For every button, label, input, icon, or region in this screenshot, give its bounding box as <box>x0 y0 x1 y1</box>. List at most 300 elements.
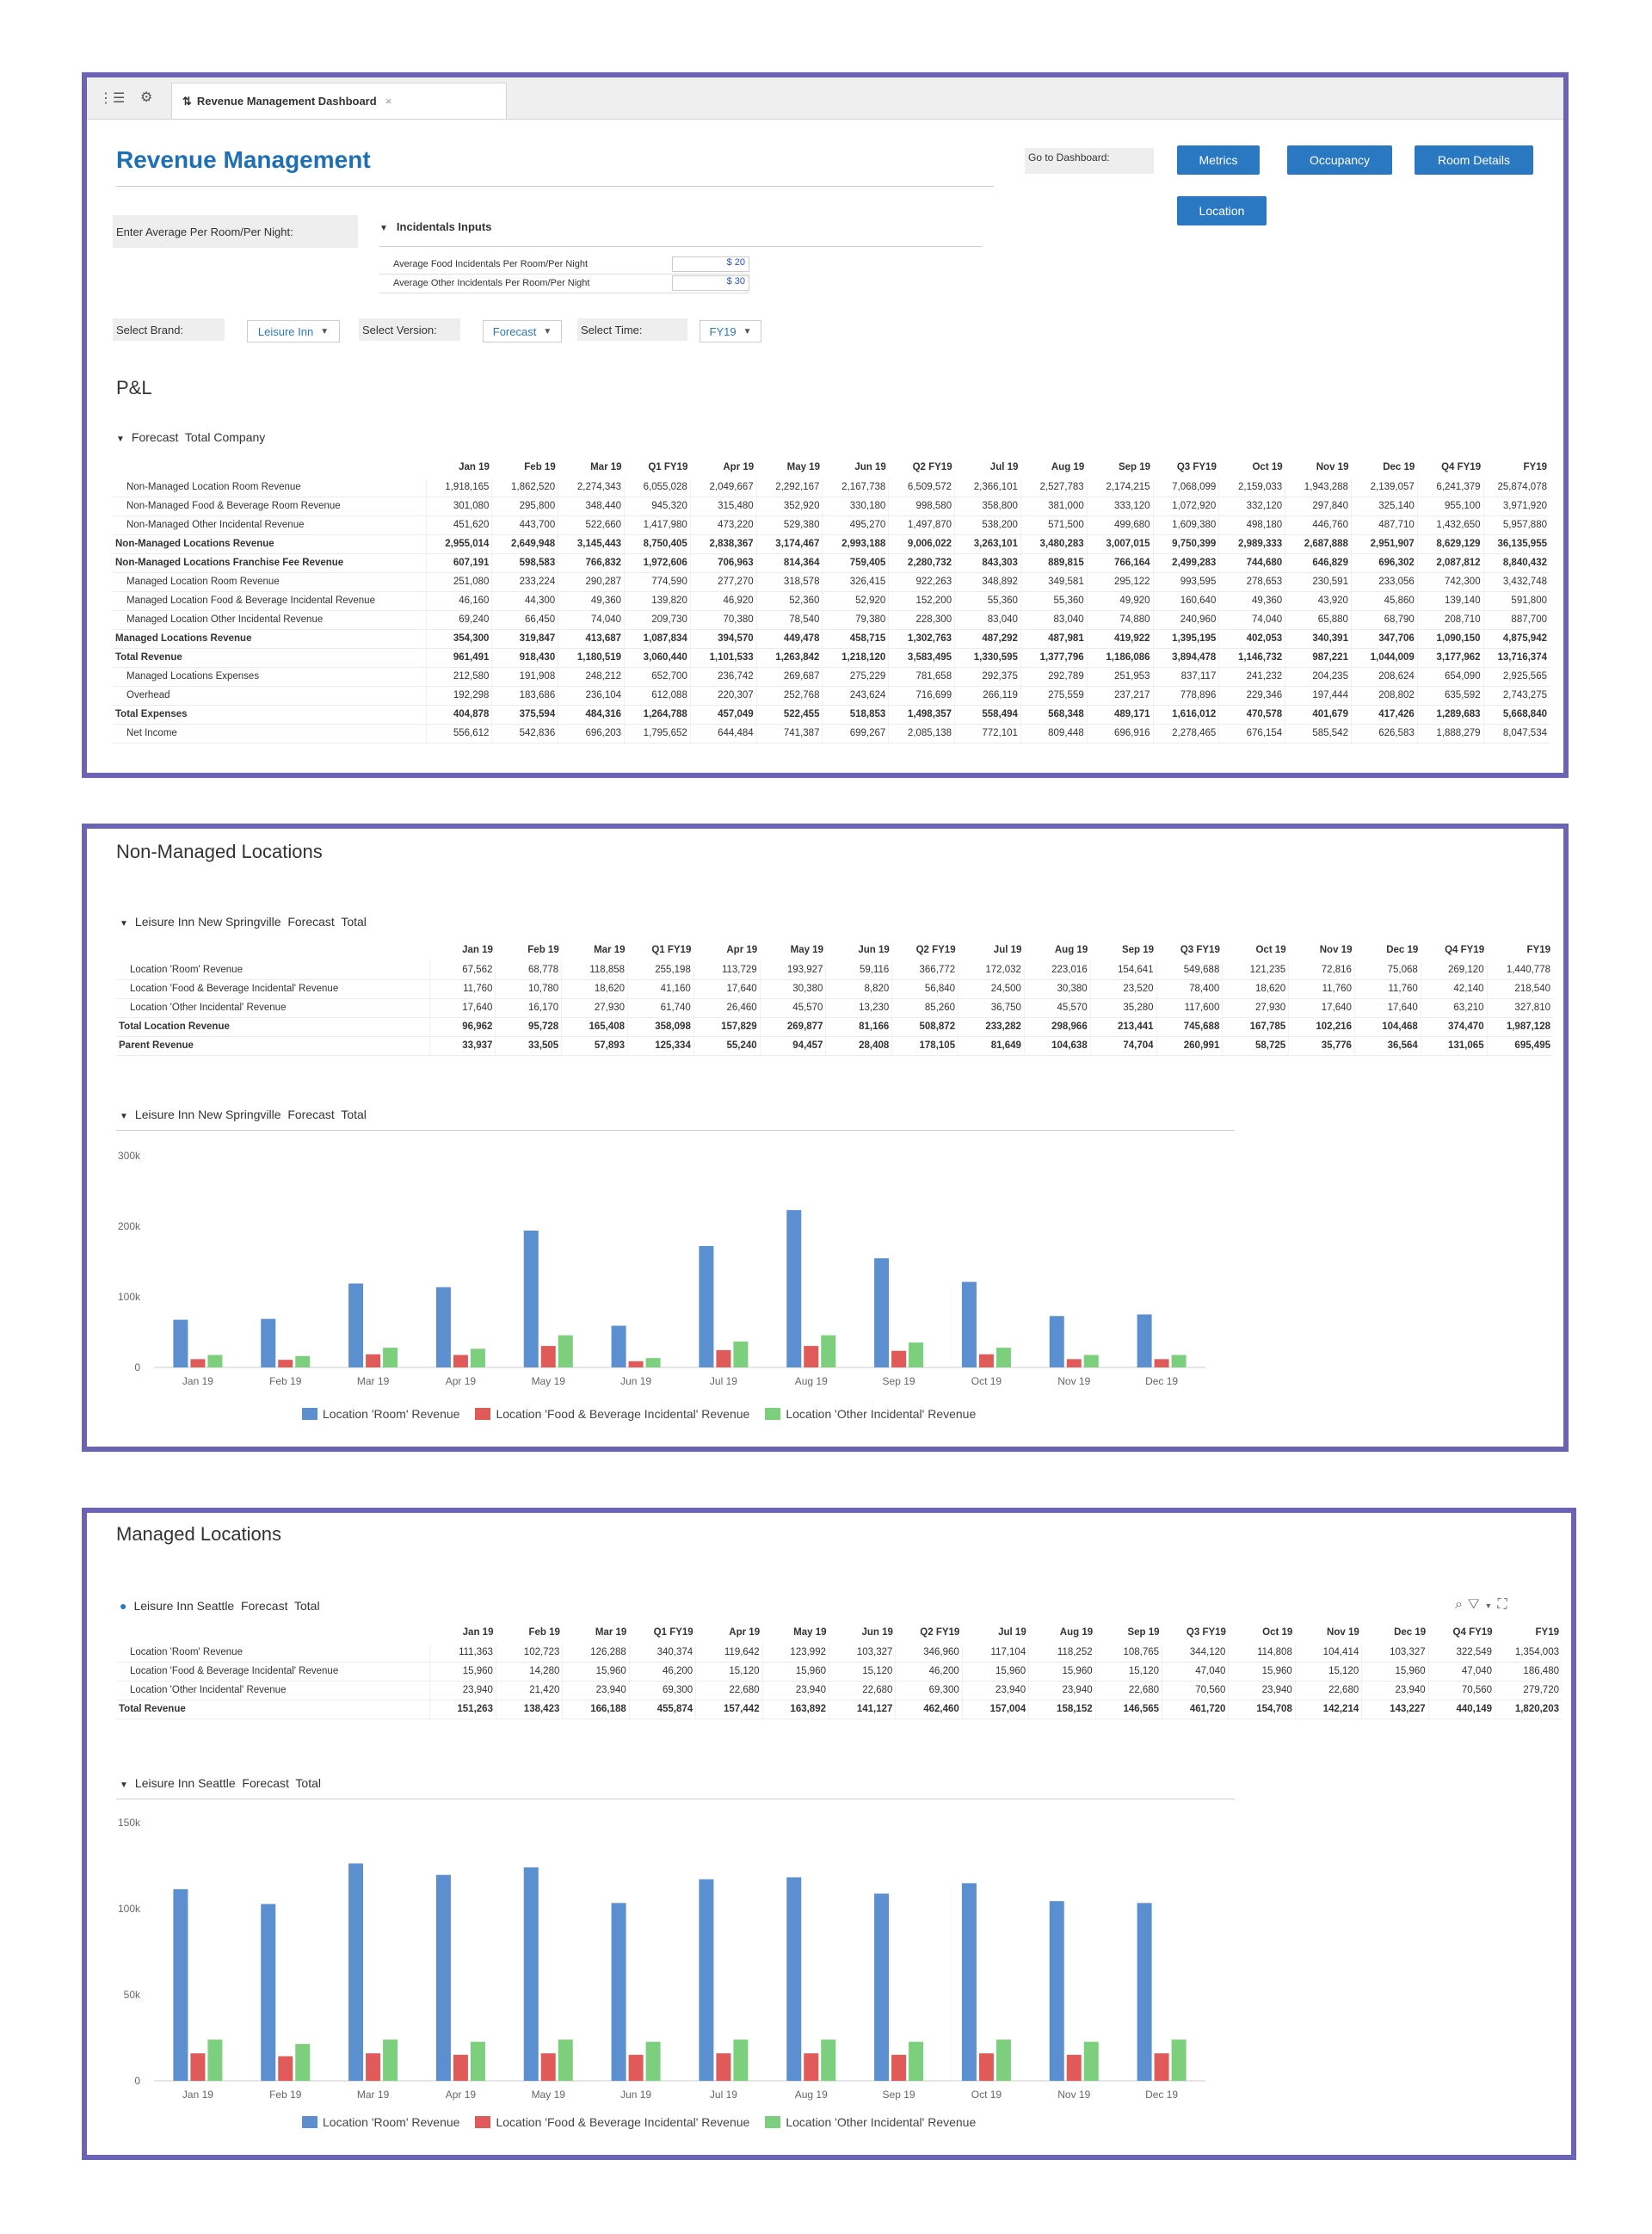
table-cell[interactable]: 49,360 <box>558 592 625 611</box>
table-cell[interactable]: 2,159,033 <box>1219 478 1285 497</box>
table-cell[interactable]: 81,649 <box>959 1037 1025 1056</box>
table-cell[interactable]: 85,260 <box>892 999 959 1018</box>
table-cell[interactable]: 993,595 <box>1153 573 1219 592</box>
table-cell[interactable]: 292,375 <box>955 668 1021 687</box>
table-cell[interactable]: 6,055,028 <box>625 478 691 497</box>
table-cell[interactable]: 1,186,086 <box>1087 649 1153 668</box>
table-cell[interactable]: 17,640 <box>1289 999 1355 1018</box>
column-header[interactable]: Q1 FY19 <box>653 1626 693 1638</box>
table-cell[interactable]: 696,916 <box>1087 725 1153 744</box>
table-cell[interactable]: 706,963 <box>690 554 756 573</box>
table-cell[interactable]: 348,892 <box>955 573 1021 592</box>
table-cell[interactable]: 1,918,165 <box>426 478 492 497</box>
table-cell[interactable]: 8,820 <box>826 980 892 999</box>
table-cell[interactable]: 15,960 <box>429 1663 496 1682</box>
table-cell[interactable]: 419,922 <box>1087 630 1153 649</box>
table-cell[interactable]: 366,772 <box>892 961 959 980</box>
table-cell[interactable]: 1,820,203 <box>1495 1700 1562 1719</box>
table-cell[interactable]: 269,877 <box>760 1018 826 1037</box>
table-cell[interactable]: 458,715 <box>823 630 889 649</box>
column-header[interactable]: Sep 19 <box>1127 1626 1160 1638</box>
close-icon[interactable]: × <box>385 95 392 108</box>
table-cell[interactable]: 2,925,565 <box>1483 668 1550 687</box>
column-header[interactable]: Dec 19 <box>1386 944 1419 955</box>
table-cell[interactable]: 2,139,057 <box>1351 478 1417 497</box>
table-cell[interactable]: 766,164 <box>1087 554 1153 573</box>
table-cell[interactable]: 2,743,275 <box>1483 687 1550 706</box>
table-cell[interactable]: 42,140 <box>1421 980 1487 999</box>
table-cell[interactable]: 108,765 <box>1095 1644 1162 1663</box>
table-cell[interactable]: 716,699 <box>889 687 955 706</box>
table-cell[interactable]: 344,120 <box>1162 1644 1229 1663</box>
table-cell[interactable]: 2,499,283 <box>1153 554 1219 573</box>
table-cell[interactable]: 15,120 <box>1095 1663 1162 1682</box>
table-cell[interactable]: 46,920 <box>690 592 756 611</box>
table-cell[interactable]: 13,230 <box>826 999 892 1018</box>
table-cell[interactable]: 2,280,732 <box>889 554 955 573</box>
table-cell[interactable]: 998,580 <box>889 497 955 516</box>
column-header[interactable]: May 19 <box>786 461 820 472</box>
column-header[interactable]: Jul 19 <box>989 461 1019 472</box>
table-cell[interactable]: 46,200 <box>896 1663 962 1682</box>
table-cell[interactable]: 121,235 <box>1223 961 1289 980</box>
table-cell[interactable]: 8,047,534 <box>1483 725 1550 744</box>
table-cell[interactable]: 260,991 <box>1156 1037 1223 1056</box>
column-header[interactable]: May 19 <box>790 944 823 955</box>
column-header[interactable]: FY19 <box>1535 1626 1559 1638</box>
table-cell[interactable]: 24,500 <box>959 980 1025 999</box>
table-cell[interactable]: 2,274,343 <box>558 478 625 497</box>
table-cell[interactable]: 401,679 <box>1285 706 1352 725</box>
table-cell[interactable]: 518,853 <box>823 706 889 725</box>
table-cell[interactable]: 18,620 <box>562 980 628 999</box>
table-cell[interactable]: 295,122 <box>1087 573 1153 592</box>
column-header[interactable]: Oct 19 <box>1262 1626 1293 1638</box>
table-cell[interactable]: 446,760 <box>1285 516 1352 535</box>
table-cell[interactable]: 887,700 <box>1483 611 1550 630</box>
table-cell[interactable]: 1,395,195 <box>1153 630 1219 649</box>
table-cell[interactable]: 75,068 <box>1354 961 1421 980</box>
table-cell[interactable]: 74,880 <box>1087 611 1153 630</box>
table-cell[interactable]: 243,624 <box>823 687 889 706</box>
table-cell[interactable]: 556,612 <box>426 725 492 744</box>
table-cell[interactable]: 269,120 <box>1421 961 1487 980</box>
search-icon[interactable]: ⌕ <box>1455 1597 1468 1612</box>
table-cell[interactable]: 45,860 <box>1351 592 1417 611</box>
table-cell[interactable]: 178,105 <box>892 1037 959 1056</box>
table-cell[interactable]: 95,728 <box>496 1018 562 1037</box>
table-cell[interactable]: 330,180 <box>823 497 889 516</box>
table-cell[interactable]: 358,098 <box>628 1018 694 1037</box>
table-cell[interactable]: 252,768 <box>756 687 823 706</box>
table-cell[interactable]: 1,972,606 <box>625 554 691 573</box>
table-cell[interactable]: 2,049,667 <box>690 478 756 497</box>
table-cell[interactable]: 449,478 <box>756 630 823 649</box>
room-details-button[interactable]: Room Details <box>1415 145 1533 175</box>
table-cell[interactable]: 278,653 <box>1219 573 1285 592</box>
table-cell[interactable]: 5,957,880 <box>1483 516 1550 535</box>
occupancy-button[interactable]: Occupancy <box>1287 145 1392 175</box>
table-cell[interactable]: 2,366,101 <box>955 478 1021 497</box>
column-header[interactable]: Jul 19 <box>998 1626 1026 1638</box>
table-cell[interactable]: 349,581 <box>1020 573 1087 592</box>
table-cell[interactable]: 69,300 <box>629 1682 695 1700</box>
column-header[interactable]: Jan 19 <box>459 461 490 472</box>
column-header[interactable]: Apr 19 <box>723 461 755 472</box>
table-cell[interactable]: 699,267 <box>823 725 889 744</box>
table-cell[interactable]: 3,263,101 <box>955 535 1021 554</box>
table-cell[interactable]: 23,940 <box>962 1682 1028 1700</box>
table-cell[interactable]: 125,334 <box>628 1037 694 1056</box>
column-header[interactable]: Apr 19 <box>726 944 758 955</box>
table-cell[interactable]: 440,149 <box>1428 1700 1495 1719</box>
table-cell[interactable]: 8,840,432 <box>1483 554 1550 573</box>
table-cell[interactable]: 462,460 <box>896 1700 962 1719</box>
table-cell[interactable]: 889,815 <box>1020 554 1087 573</box>
table-cell[interactable]: 3,060,440 <box>625 649 691 668</box>
table-cell[interactable]: 297,840 <box>1285 497 1352 516</box>
table-cell[interactable]: 25,874,078 <box>1483 478 1550 497</box>
table-cell[interactable]: 9,006,022 <box>889 535 955 554</box>
table-cell[interactable]: 1,497,870 <box>889 516 955 535</box>
table-cell[interactable]: 131,065 <box>1421 1037 1487 1056</box>
expand-icon[interactable]: ⛶ <box>1497 1597 1513 1612</box>
table-cell[interactable]: 3,432,748 <box>1483 573 1550 592</box>
table-cell[interactable]: 358,800 <box>955 497 1021 516</box>
table-cell[interactable]: 11,760 <box>1289 980 1355 999</box>
table-cell[interactable]: 1,354,003 <box>1495 1644 1562 1663</box>
table-cell[interactable]: 228,300 <box>889 611 955 630</box>
table-cell[interactable]: 65,880 <box>1285 611 1352 630</box>
column-header[interactable]: Feb 19 <box>527 944 559 955</box>
table-cell[interactable]: 233,224 <box>492 573 558 592</box>
table-cell[interactable]: 166,188 <box>563 1700 629 1719</box>
table-cell[interactable]: 111,363 <box>429 1644 496 1663</box>
column-header[interactable]: Feb 19 <box>528 1626 560 1638</box>
table-cell[interactable]: 213,441 <box>1090 1018 1156 1037</box>
metrics-button[interactable]: Metrics <box>1177 145 1260 175</box>
table-cell[interactable]: 4,875,942 <box>1483 630 1550 649</box>
table-cell[interactable]: 3,894,478 <box>1153 649 1219 668</box>
table-cell[interactable]: 57,893 <box>562 1037 628 1056</box>
table-cell[interactable]: 49,920 <box>1087 592 1153 611</box>
table-cell[interactable]: 236,742 <box>690 668 756 687</box>
table-cell[interactable]: 2,838,367 <box>690 535 756 554</box>
table-cell[interactable]: 522,455 <box>756 706 823 725</box>
table-cell[interactable]: 241,232 <box>1219 668 1285 687</box>
table-cell[interactable]: 549,688 <box>1156 961 1223 980</box>
table-cell[interactable]: 607,191 <box>426 554 492 573</box>
table-cell[interactable]: 118,252 <box>1029 1644 1095 1663</box>
table-cell[interactable]: 46,200 <box>629 1663 695 1682</box>
column-header[interactable]: Q2 FY19 <box>920 1626 960 1638</box>
table-cell[interactable]: 499,680 <box>1087 516 1153 535</box>
table-cell[interactable]: 163,892 <box>762 1700 829 1719</box>
table-cell[interactable]: 208,624 <box>1351 668 1417 687</box>
incidentals-inputs-header[interactable] <box>379 220 491 233</box>
table-cell[interactable]: 298,966 <box>1024 1018 1090 1037</box>
table-cell[interactable]: 157,829 <box>693 1018 760 1037</box>
table-cell[interactable]: 192,298 <box>426 687 492 706</box>
table-cell[interactable]: 402,053 <box>1219 630 1285 649</box>
collapse-icon[interactable]: ▼ <box>379 224 388 233</box>
table-subtitle-row[interactable] <box>120 915 367 929</box>
column-header[interactable]: Jun 19 <box>861 1626 893 1638</box>
table-cell[interactable]: 69,240 <box>426 611 492 630</box>
table-cell[interactable]: 955,100 <box>1417 497 1483 516</box>
table-cell[interactable]: 759,405 <box>823 554 889 573</box>
table-cell[interactable]: 348,440 <box>558 497 625 516</box>
table-cell[interactable]: 1,101,533 <box>690 649 756 668</box>
table-cell[interactable]: 255,198 <box>628 961 694 980</box>
table-cell[interactable]: 1,263,842 <box>756 649 823 668</box>
table-cell[interactable]: 443,700 <box>492 516 558 535</box>
table-cell[interactable]: 1,072,920 <box>1153 497 1219 516</box>
table-cell[interactable]: 17,640 <box>693 980 760 999</box>
table-cell[interactable]: 1,417,980 <box>625 516 691 535</box>
column-header[interactable]: Sep 19 <box>1121 944 1155 955</box>
column-header[interactable]: Oct 19 <box>1252 461 1283 472</box>
table-cell[interactable]: 375,594 <box>492 706 558 725</box>
column-header[interactable]: Nov 19 <box>1319 944 1353 955</box>
table-cell[interactable]: 52,360 <box>756 592 823 611</box>
table-cell[interactable]: 117,600 <box>1156 999 1223 1018</box>
table-cell[interactable]: 2,687,888 <box>1285 535 1352 554</box>
table-cell[interactable]: 2,174,215 <box>1087 478 1153 497</box>
table-cell[interactable]: 646,829 <box>1285 554 1352 573</box>
table-cell[interactable]: 36,564 <box>1354 1037 1421 1056</box>
table-cell[interactable]: 14,280 <box>496 1663 562 1682</box>
table-cell[interactable]: 354,300 <box>426 630 492 649</box>
table-cell[interactable]: 522,660 <box>558 516 625 535</box>
column-header[interactable]: Jan 19 <box>462 1626 494 1638</box>
table-cell[interactable]: 27,930 <box>1223 999 1289 1018</box>
column-header[interactable]: Q3 FY19 <box>1176 461 1217 472</box>
table-cell[interactable]: 208,710 <box>1417 611 1483 630</box>
table-cell[interactable]: 22,680 <box>1295 1682 1361 1700</box>
table-cell[interactable]: 10,780 <box>496 980 562 999</box>
table-cell[interactable]: 66,450 <box>492 611 558 630</box>
table-cell[interactable]: 94,457 <box>760 1037 826 1056</box>
table-cell[interactable]: 83,040 <box>1020 611 1087 630</box>
table-cell[interactable]: 72,816 <box>1289 961 1355 980</box>
table-cell[interactable]: 3,971,920 <box>1483 497 1550 516</box>
table-cell[interactable]: 295,800 <box>492 497 558 516</box>
table-cell[interactable]: 118,858 <box>562 961 628 980</box>
table-cell[interactable]: 1,180,519 <box>558 649 625 668</box>
table-cell[interactable]: 23,940 <box>762 1682 829 1700</box>
table-cell[interactable]: 212,580 <box>426 668 492 687</box>
column-header[interactable]: May 19 <box>793 1626 827 1638</box>
table-cell[interactable]: 1,862,520 <box>492 478 558 497</box>
table-cell[interactable]: 208,802 <box>1351 687 1417 706</box>
table-cell[interactable]: 46,160 <box>426 592 492 611</box>
table-cell[interactable]: 23,940 <box>429 1682 496 1700</box>
location-button[interactable]: Location <box>1177 196 1267 225</box>
table-cell[interactable]: 598,583 <box>492 554 558 573</box>
table-cell[interactable]: 498,180 <box>1219 516 1285 535</box>
table-cell[interactable]: 154,708 <box>1229 1700 1295 1719</box>
column-header[interactable]: Mar 19 <box>590 461 622 472</box>
table-cell[interactable]: 652,700 <box>625 668 691 687</box>
table-cell[interactable]: 61,740 <box>628 999 694 1018</box>
collapse-icon[interactable]: ▼ <box>120 919 128 929</box>
table-cell[interactable]: 1,432,650 <box>1417 516 1483 535</box>
table-cell[interactable]: 275,559 <box>1020 687 1087 706</box>
column-header[interactable]: Aug 19 <box>1059 1626 1094 1638</box>
table-cell[interactable]: 30,380 <box>760 980 826 999</box>
column-header[interactable]: Q2 FY19 <box>915 944 956 955</box>
table-cell[interactable]: 160,640 <box>1153 592 1219 611</box>
table-cell[interactable]: 9,750,399 <box>1153 535 1219 554</box>
table-cell[interactable]: 772,101 <box>955 725 1021 744</box>
table-cell[interactable]: 1,146,732 <box>1219 649 1285 668</box>
table-cell[interactable]: 568,348 <box>1020 706 1087 725</box>
column-header[interactable]: Q4 FY19 <box>1445 944 1485 955</box>
collapse-icon[interactable]: ▼ <box>116 435 125 444</box>
column-header[interactable]: Aug 19 <box>1054 944 1088 955</box>
column-header[interactable]: Dec 19 <box>1394 1626 1427 1638</box>
table-cell[interactable]: 126,288 <box>563 1644 629 1663</box>
table-cell[interactable]: 15,960 <box>962 1663 1028 1682</box>
table-cell[interactable]: 744,680 <box>1219 554 1285 573</box>
table-cell[interactable]: 17,640 <box>1354 999 1421 1018</box>
table-cell[interactable]: 814,364 <box>756 554 823 573</box>
column-header[interactable]: FY19 <box>1526 944 1550 955</box>
table-cell[interactable]: 152,200 <box>889 592 955 611</box>
table-cell[interactable]: 2,955,014 <box>426 535 492 554</box>
table-cell[interactable]: 251,080 <box>426 573 492 592</box>
gear-icon[interactable]: ⚙ <box>140 90 153 105</box>
table-cell[interactable]: 81,166 <box>826 1018 892 1037</box>
chart-subtitle-row[interactable] <box>120 1776 321 1790</box>
table-cell[interactable]: 15,120 <box>1295 1663 1361 1682</box>
table-cell[interactable]: 55,360 <box>955 592 1021 611</box>
table-cell[interactable]: 461,720 <box>1162 1700 1229 1719</box>
table-cell[interactable]: 78,540 <box>756 611 823 630</box>
table-cell[interactable]: 15,960 <box>1362 1663 1428 1682</box>
table-cell[interactable]: 197,444 <box>1285 687 1352 706</box>
table-cell[interactable]: 809,448 <box>1020 725 1087 744</box>
table-cell[interactable]: 277,270 <box>690 573 756 592</box>
table-cell[interactable]: 301,080 <box>426 497 492 516</box>
table-cell[interactable]: 142,214 <box>1295 1700 1361 1719</box>
table-cell[interactable]: 742,300 <box>1417 573 1483 592</box>
table-cell[interactable]: 766,832 <box>558 554 625 573</box>
table-cell[interactable]: 18,620 <box>1223 980 1289 999</box>
table-cell[interactable]: 15,960 <box>1229 1663 1295 1682</box>
table-cell[interactable]: 3,177,962 <box>1417 649 1483 668</box>
table-cell[interactable]: 237,217 <box>1087 687 1153 706</box>
table-cell[interactable]: 83,040 <box>955 611 1021 630</box>
column-header[interactable]: Q2 FY19 <box>912 461 952 472</box>
table-cell[interactable]: 290,287 <box>558 573 625 592</box>
pl-subtitle-row[interactable] <box>116 430 265 444</box>
table-cell[interactable]: 23,940 <box>563 1682 629 1700</box>
column-header[interactable]: Aug 19 <box>1051 461 1085 472</box>
table-cell[interactable]: 7,068,099 <box>1153 478 1219 497</box>
table-cell[interactable]: 167,785 <box>1223 1018 1289 1037</box>
table-cell[interactable]: 1,090,150 <box>1417 630 1483 649</box>
table-cell[interactable]: 1,264,788 <box>625 706 691 725</box>
table-cell[interactable]: 11,760 <box>1354 980 1421 999</box>
table-cell[interactable]: 23,940 <box>1362 1682 1428 1700</box>
table-cell[interactable]: 230,591 <box>1285 573 1352 592</box>
table-cell[interactable]: 138,423 <box>496 1700 562 1719</box>
table-cell[interactable]: 1,498,357 <box>889 706 955 725</box>
table-cell[interactable]: 41,160 <box>628 980 694 999</box>
table-cell[interactable]: 22,680 <box>829 1682 896 1700</box>
table-cell[interactable]: 15,960 <box>1029 1663 1095 1682</box>
column-header[interactable]: Apr 19 <box>729 1626 761 1638</box>
table-cell[interactable]: 346,960 <box>896 1644 962 1663</box>
table-cell[interactable]: 23,940 <box>1229 1682 1295 1700</box>
table-cell[interactable]: 204,235 <box>1285 668 1352 687</box>
table-cell[interactable]: 44,300 <box>492 592 558 611</box>
table-cell[interactable]: 1,218,120 <box>823 649 889 668</box>
table-cell[interactable]: 2,167,738 <box>823 478 889 497</box>
table-cell[interactable]: 74,704 <box>1090 1037 1156 1056</box>
column-header[interactable]: Q3 FY19 <box>1180 944 1220 955</box>
table-cell[interactable]: 191,908 <box>492 668 558 687</box>
table-cell[interactable]: 26,460 <box>693 999 760 1018</box>
table-cell[interactable]: 104,414 <box>1295 1644 1361 1663</box>
incidental-food-input[interactable]: $ 20 <box>672 256 749 272</box>
column-header[interactable]: Jun 19 <box>858 944 890 955</box>
table-cell[interactable]: 229,346 <box>1219 687 1285 706</box>
column-header[interactable]: Sep 19 <box>1118 461 1151 472</box>
table-cell[interactable]: 319,847 <box>492 630 558 649</box>
table-cell[interactable]: 68,778 <box>496 961 562 980</box>
table-cell[interactable]: 63,210 <box>1421 999 1487 1018</box>
table-cell[interactable]: 1,087,834 <box>625 630 691 649</box>
table-cell[interactable]: 36,135,955 <box>1483 535 1550 554</box>
column-header[interactable]: Q3 FY19 <box>1186 1626 1226 1638</box>
brand-dropdown[interactable] <box>247 320 340 343</box>
table-cell[interactable]: 318,578 <box>756 573 823 592</box>
radio-icon[interactable]: ● <box>120 1599 127 1613</box>
table-cell[interactable]: 696,302 <box>1351 554 1417 573</box>
table-cell[interactable]: 1,330,595 <box>955 649 1021 668</box>
table-cell[interactable]: 103,327 <box>829 1644 896 1663</box>
column-header[interactable]: Mar 19 <box>594 944 626 955</box>
table-cell[interactable]: 70,380 <box>690 611 756 630</box>
table-cell[interactable]: 2,649,948 <box>492 535 558 554</box>
time-dropdown[interactable] <box>700 320 761 343</box>
table-cell[interactable]: 33,505 <box>496 1037 562 1056</box>
table-cell[interactable]: 326,415 <box>823 573 889 592</box>
table-cell[interactable]: 508,872 <box>892 1018 959 1037</box>
collapse-icon[interactable]: ▼ <box>120 1112 128 1121</box>
table-cell[interactable]: 58,725 <box>1223 1037 1289 1056</box>
table-cell[interactable]: 741,387 <box>756 725 823 744</box>
table-cell[interactable]: 251,953 <box>1087 668 1153 687</box>
table-cell[interactable]: 154,641 <box>1090 961 1156 980</box>
table-cell[interactable]: 139,820 <box>625 592 691 611</box>
column-header[interactable]: Q1 FY19 <box>648 461 688 472</box>
table-cell[interactable]: 3,480,283 <box>1020 535 1087 554</box>
table-cell[interactable]: 1,888,279 <box>1417 725 1483 744</box>
table-cell[interactable]: 495,270 <box>823 516 889 535</box>
table-cell[interactable]: 591,800 <box>1483 592 1550 611</box>
table-cell[interactable]: 69,300 <box>896 1682 962 1700</box>
table-cell[interactable]: 2,085,138 <box>889 725 955 744</box>
table-cell[interactable]: 1,943,288 <box>1285 478 1352 497</box>
table-cell[interactable]: 3,174,467 <box>756 535 823 554</box>
column-header[interactable]: Oct 19 <box>1255 944 1286 955</box>
table-cell[interactable]: 74,040 <box>558 611 625 630</box>
table-cell[interactable]: 104,468 <box>1354 1018 1421 1037</box>
